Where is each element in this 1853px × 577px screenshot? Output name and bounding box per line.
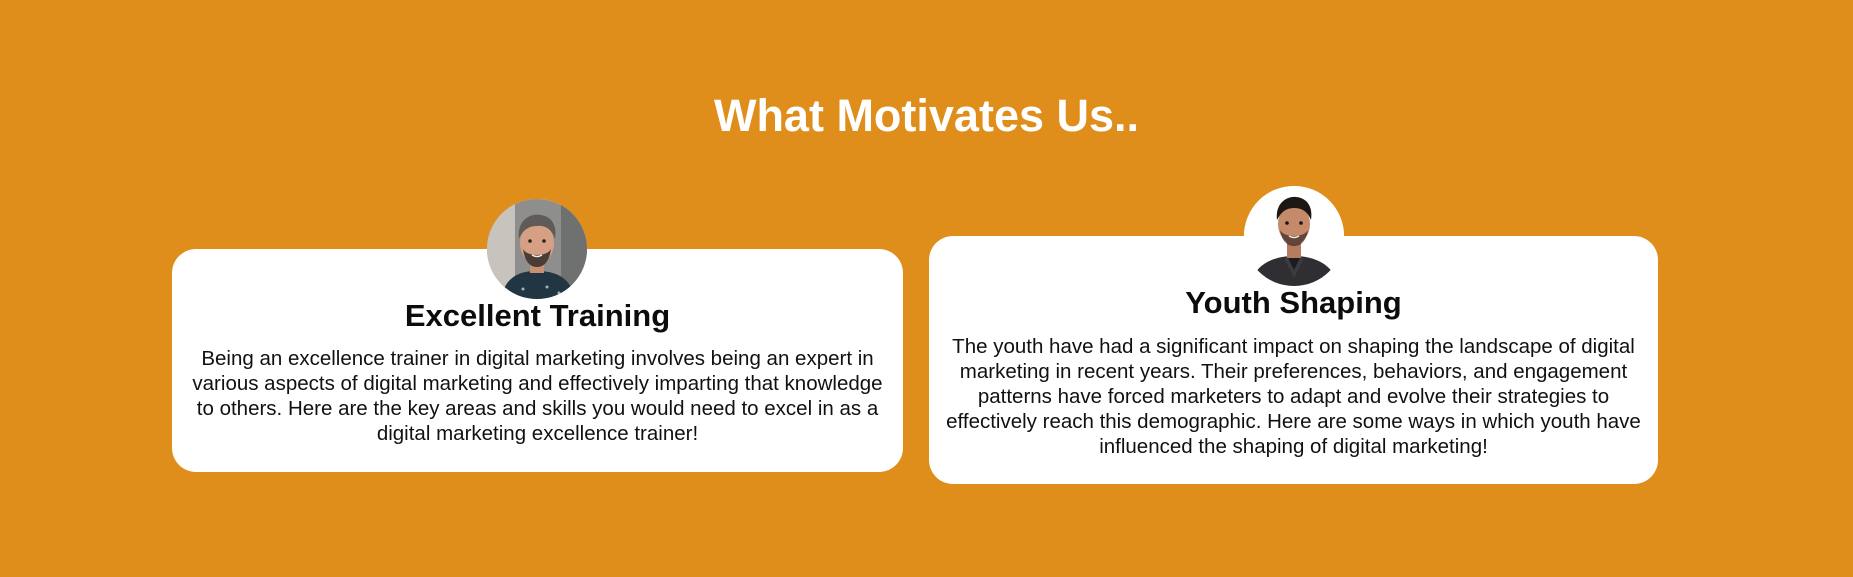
card-youth-shaping (929, 236, 1658, 484)
card-heading: Youth Shaping (1185, 285, 1402, 320)
card-heading: Excellent Training (404, 298, 671, 333)
card-excellent-training (172, 249, 903, 472)
section-title: What Motivates Us.. (713, 90, 1140, 141)
person-photo-icon (1244, 186, 1344, 286)
avatar (487, 199, 587, 299)
card-description: Being an excellence trainer in digital marketing involves being an expert in various aspects of digital marketing and effectively imparting that knowledge to others. Here are the key areas and skills you would need to excel in as a digital marketing excellence trainer! (192, 347, 883, 445)
person-photo-icon (487, 199, 587, 299)
avatar (1244, 186, 1344, 286)
card-description: The youth have had a significant impact on shaping the landscape of digital marketing in recent years. Their preferences, behaviors, and engagement patterns have forced marketers to adapt and evolve their strategies to effectively reach this demographic. Here are some ways in which youth have influenced the shaping of digital marketing! (946, 335, 1641, 458)
